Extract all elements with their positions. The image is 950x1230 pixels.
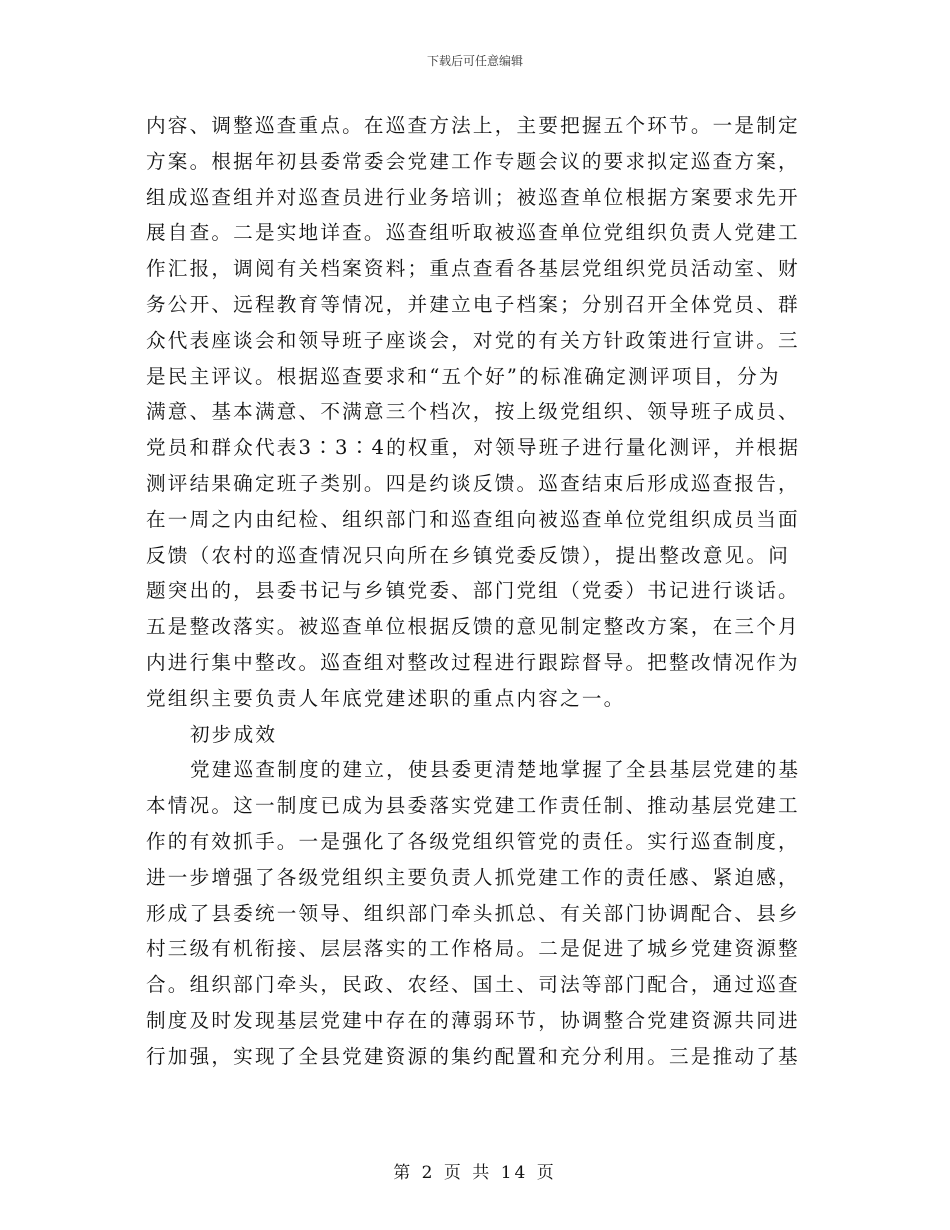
body-text [146, 108, 806, 1075]
text-line: 是民主评议。根据巡查要求和“五个好”的标准确定测评项目，分为 [146, 364, 781, 388]
text-line: 本情况。这一制度已成为县委落实党建工作责任制、推动基层党建工 [146, 794, 800, 818]
text-line: 行加强，实现了全县党建资源的集约配置和充分利用。三是推动了基 [146, 1044, 800, 1068]
text-line: 五是整改落实。被巡查单位根据反馈的意见制定整改方案，在三个月 [146, 615, 800, 639]
page-header: 下载后可任意编辑 [426, 54, 523, 68]
page-footer: 第 2 页 共 14 页 [393, 1163, 557, 1183]
text-line: 方案。根据年初县委常委会党建工作专题会议的要求拟定巡查方案， [146, 149, 800, 173]
text-line: 满意、基本满意、不满意三个档次，按上级党组织、领导班子成员、 [146, 400, 800, 424]
text-line: 进一步增强了各级党组织主要负责人抓党建工作的责任感、紧迫感， [146, 865, 800, 889]
text-line: 作汇报，调阅有关档案资料；重点查看各基层党组织党员活动室、财 [146, 257, 800, 281]
text-line: 测评结果确定班子类别。四是约谈反馈。巡查结束后形成巡查报告， [146, 471, 800, 495]
text-line: 党建巡查制度的建立，使县委更清楚地掌握了全县基层党建的基 [190, 758, 801, 782]
text-line: 党组织主要负责人年底党建述职的重点内容之一。 [146, 686, 626, 710]
text-line: 组成巡查组并对巡查员进行业务培训；被巡查单位根据方案要求先开 [146, 185, 800, 209]
text-line: 党员和群众代表3∶3∶4的权重，对领导班子进行量化测评，并根据 [146, 436, 801, 460]
text-line: 题突出的，县委书记与乡镇党委、部门党组（党委）书记进行谈话。 [146, 579, 800, 603]
text-line: 村三级有机衔接、层层落实的工作格局。二是促进了城乡党建资源整 [146, 937, 800, 961]
text-line: 作的有效抓手。一是强化了各级党组织管党的责任。实行巡查制度， [146, 829, 800, 853]
text-line: 在一周之内由纪检、组织部门和巡查组向被巡查单位党组织成员当面 [146, 507, 800, 531]
text-line: 内进行集中整改。巡查组对整改过程进行跟踪督导。把整改情况作为 [146, 650, 800, 674]
text-line: 反馈（农村的巡查情况只向所在乡镇党委反馈），提出整改意见。问 [146, 543, 791, 567]
text-line: 形成了县委统一领导、组织部门牵头抓总、有关部门协调配合、县乡 [146, 901, 800, 925]
text-line: 众代表座谈会和领导班子座谈会，对党的有关方针政策进行宣讲。三 [146, 328, 800, 352]
text-line: 展自查。二是实地详查。巡查组听取被巡查单位党组织负责人党建工 [146, 221, 800, 245]
text-line: 内容、调整巡查重点。在巡查方法上，主要把握五个环节。一是制定 [146, 114, 800, 137]
text-line: 务公开、远程教育等情况，并建立电子档案；分别召开全体党员、群 [146, 292, 800, 316]
text-line: 合。组织部门牵头，民政、农经、国土、司法等部门配合，通过巡查 [146, 973, 800, 997]
section-heading: 初步成效 [190, 722, 278, 746]
text-line: 制度及时发现基层党建中存在的薄弱环节，协调整合党建资源共同进 [146, 1008, 800, 1032]
